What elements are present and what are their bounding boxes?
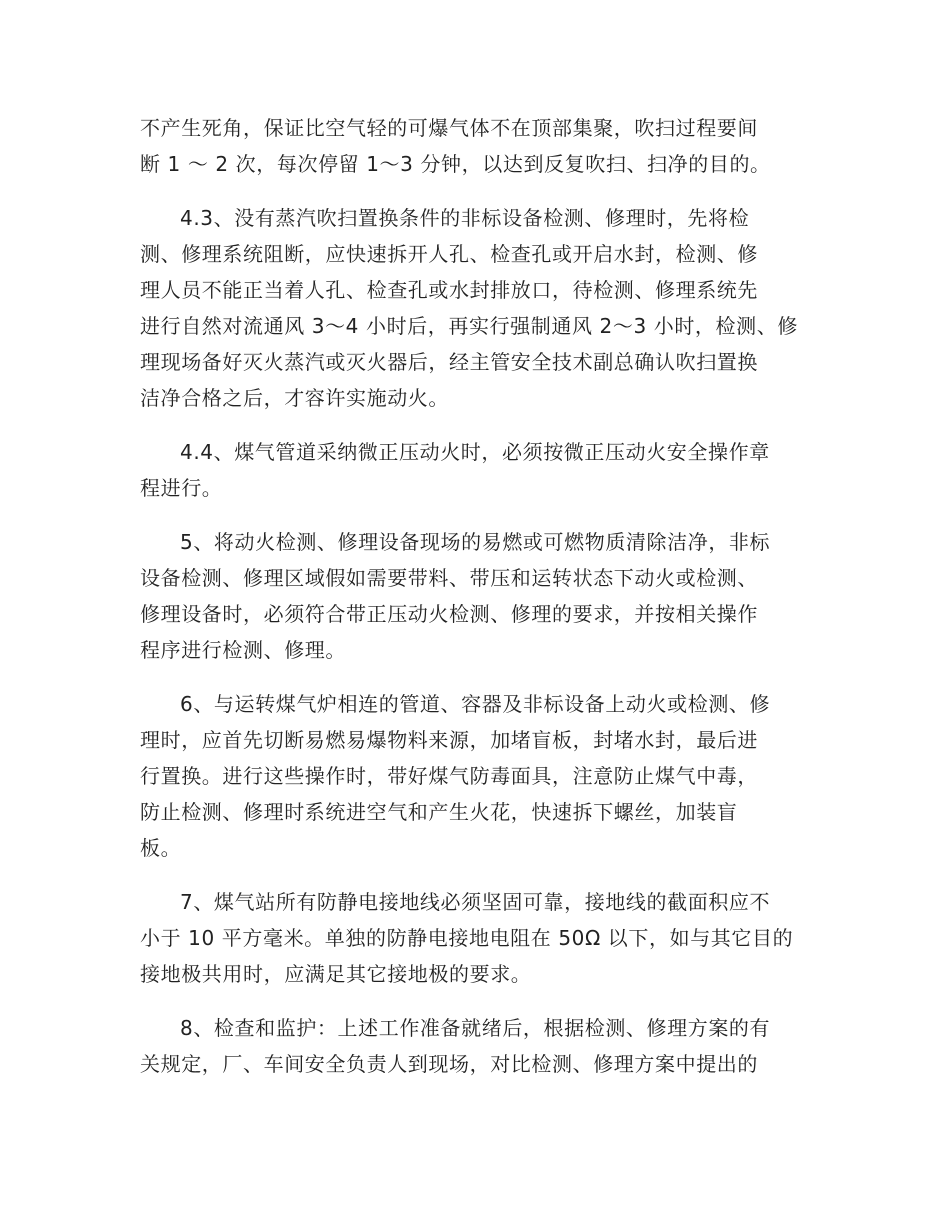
text-line: 程序进行检测、修理。 [140, 638, 346, 662]
paragraph-5 [140, 524, 812, 668]
text-line: 6、与运转煤气炉相连的管道、容器及非标设备上动火或检测、修 [180, 692, 771, 716]
paragraph-6 [140, 686, 812, 866]
text-line: 理人员不能正当着人孔、检查孔或水封排放口，待检测、修理系统先 [140, 278, 758, 302]
text-line: 理时，应首先切断易燃易爆物料来源，加堵盲板，封堵水封，最后进 [140, 728, 758, 752]
text-line: 进行自然对流通风 3～4 小时后，再实行强制通风 2～3 小时，检测、修 [140, 314, 798, 338]
text-line: 测、修理系统阻断，应快速拆开人孔、检查孔或开启水封，检测、修 [140, 242, 758, 266]
text-line: 4.3、没有蒸汽吹扫置换条件的非标设备检测、修理时，先将检 [180, 206, 750, 230]
text-line: 小于 10 平方毫米。单独的防静电接地电阻在 50Ω 以下，如与其它目的 [140, 926, 794, 950]
text-line: 7、煤气站所有防静电接地线必须坚固可靠，接地线的截面积应不 [180, 890, 771, 914]
paragraph-4-4 [140, 434, 812, 506]
paragraph-continuation [140, 110, 812, 182]
text-line: 防止检测、修理时系统进空气和产生火花，快速拆下螺丝，加装盲 [140, 800, 738, 824]
text-line: 理现场备好灭火蒸汽或灭火器后，经主管安全技术副总确认吹扫置换 [140, 350, 758, 374]
text-line: 行置换。进行这些操作时，带好煤气防毒面具，注意防止煤气中毒， [140, 764, 758, 788]
text-line: 4.4、煤气管道采纳微正压动火时，必须按微正压动火安全操作章 [180, 440, 770, 464]
text-line: 洁净合格之后，才容许实施动火。 [140, 386, 449, 410]
paragraph-7 [140, 884, 812, 992]
text-line: 8、检查和监护：上述工作准备就绪后，根据检测、修理方案的有 [180, 1016, 771, 1040]
paragraph-4-3 [140, 200, 812, 416]
text-line: 板。 [140, 836, 182, 860]
text-line: 设备检测、修理区域假如需要带料、带压和运转状态下动火或检测、 [140, 566, 758, 590]
text-line: 接地极共用时，应满足其它接地极的要求。 [140, 962, 532, 986]
text-line: 关规定，厂、车间安全负责人到现场，对比检测、修理方案中提出的 [140, 1052, 758, 1076]
text-line: 程进行。 [140, 476, 223, 500]
text-line: 断 1 ～ 2 次，每次停留 1～3 分钟，以达到反复吹扫、扫净的目的。 [140, 152, 771, 176]
text-line: 修理设备时，必须符合带正压动火检测、修理的要求，并按相关操作 [140, 602, 758, 626]
paragraph-8 [140, 1010, 812, 1082]
document-body [140, 110, 812, 1100]
text-line: 5、将动火检测、修理设备现场的易燃或可燃物质清除洁净，非标 [180, 530, 771, 554]
text-line: 不产生死角，保证比空气轻的可爆气体不在顶部集聚，吹扫过程要间 [140, 116, 758, 140]
